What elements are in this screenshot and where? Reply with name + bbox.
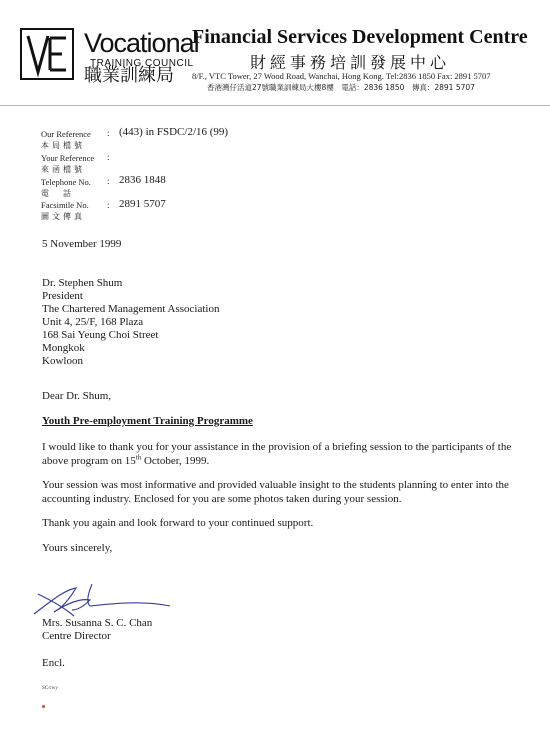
vtc-logo-icon: [22, 30, 72, 78]
enclosure-note: Encl.: [42, 657, 65, 669]
signatory-name: Mrs. Susanna S. C. Chan: [42, 617, 153, 629]
facsimile-colon: :: [107, 200, 110, 210]
recipient-line: Mongkok: [42, 342, 85, 354]
recipient-line: The Chartered Management Association: [42, 303, 220, 315]
salutation: Dear Dr. Shum,: [42, 390, 112, 402]
facsimile-value: 2891 5707: [119, 198, 166, 210]
your-reference-colon: :: [107, 152, 110, 162]
address-chinese: 香港灣仔活道27號職業訓練局大樓8樓 電話：2836 1850 傳真：2891 5707: [207, 83, 475, 92]
ordinal-suffix: th: [135, 453, 142, 462]
our-reference-value: (443) in FSDC/2/16 (99): [119, 126, 229, 138]
organization-name: Financial Services Development Centre: [192, 26, 528, 48]
ink-mark: [42, 705, 45, 708]
recipient-address: [42, 277, 219, 368]
body-paragraph-3: Thank you again and look forward to your continued support.: [42, 517, 314, 529]
facsimile-label-chinese: 圖文傳真: [41, 212, 85, 221]
telephone-value: 2836 1848: [119, 174, 166, 186]
logo-subtitle: TRAINING COUNCIL: [90, 58, 194, 69]
signature-image: [30, 580, 180, 620]
our-reference-label: Our Reference: [41, 129, 91, 139]
your-reference-label-chinese: 來函檔號: [41, 165, 85, 174]
our-reference-colon: :: [107, 128, 110, 138]
recipient-line: President: [42, 290, 83, 302]
recipient-line: Unit 4, 25/F, 168 Plaza: [42, 316, 144, 328]
telephone-colon: :: [107, 176, 110, 186]
telephone-label: Telephone No.: [41, 177, 91, 187]
logo-chinese: 職業訓練局: [84, 65, 174, 86]
reference-initials: SC/cwy: [42, 686, 58, 691]
signatory-title: Centre Director: [42, 630, 111, 642]
body-paragraph-1: [42, 440, 512, 468]
paragraph-1-text: I would like to thank you for your assistance in the provision of a briefing session to the participants of the above program on 15: [42, 441, 512, 467]
header-divider: [0, 105, 550, 106]
recipient-line: Kowloon: [42, 355, 83, 367]
our-reference-label-chinese: 本局檔號: [41, 141, 85, 150]
closing: Yours sincerely,: [42, 542, 113, 554]
recipient-line: Dr. Stephen Shum: [42, 277, 123, 289]
telephone-label-chinese: 電 話: [41, 189, 74, 198]
organization-name-chinese: 財經事務培訓發展中心: [250, 53, 451, 72]
logo-wordmark: Vocational: [84, 28, 199, 58]
recipient-line: 168 Sai Yeung Choi Street: [42, 329, 159, 341]
vtc-logo-mark: [20, 28, 74, 80]
letter-subject: Youth Pre-employment Training Programme: [42, 415, 253, 427]
body-paragraph-2: Your session was most informative and provided valuable insight to the students planning to enter into the accounting industry. Enclosed for you are some photos taken during your session.: [42, 479, 509, 505]
your-reference-label: Your Reference: [41, 153, 95, 163]
address-english: 8/F., VTC Tower, 27 Wood Road, Wanchai, Hong Kong. Tel:2836 1850 Fax: 2891 5707: [192, 71, 491, 81]
facsimile-label: Facsimile No.: [41, 200, 89, 210]
letter-date: 5 November 1999: [42, 238, 122, 250]
paragraph-1-text-end: October, 1999.: [141, 455, 210, 467]
